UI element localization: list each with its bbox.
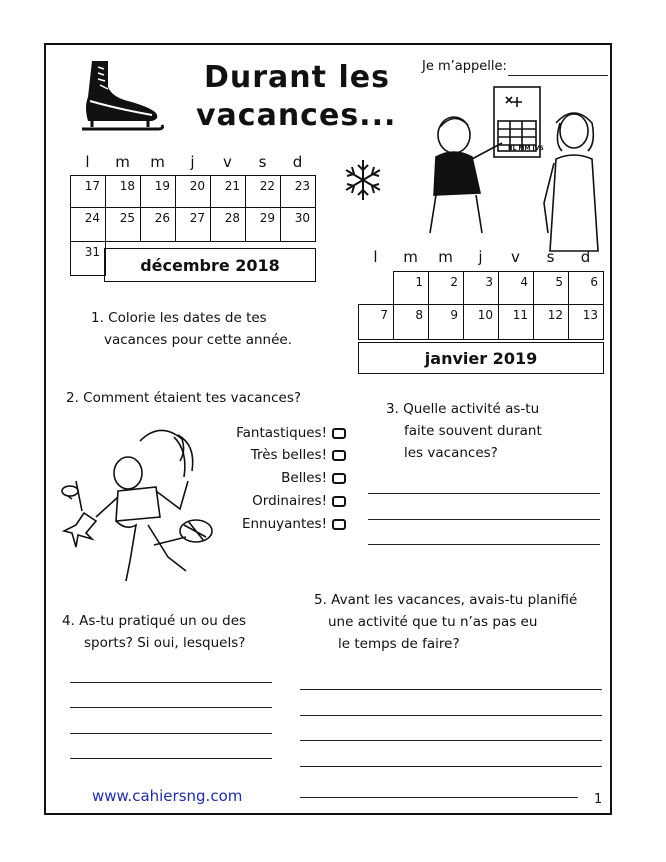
date-cell[interactable]: 23 <box>281 176 316 208</box>
option-label: Belles! <box>281 470 327 486</box>
weekday-label: l <box>85 153 90 171</box>
name-line[interactable] <box>508 75 608 76</box>
ice-skate-icon <box>78 57 168 137</box>
page-number: 1 <box>594 792 603 807</box>
title-line-2: vacances... <box>196 98 397 133</box>
date-cell[interactable]: 2 <box>429 272 464 305</box>
website-link[interactable]: www.cahiersng.com <box>92 787 243 805</box>
weekday-label: d <box>292 153 303 171</box>
question-5-line-3: le temps de faire? <box>338 636 460 652</box>
option-ordinaires[interactable] <box>252 493 346 509</box>
date-cell[interactable]: 11 <box>499 305 534 340</box>
weekday-label: s <box>546 248 555 266</box>
question-2-options <box>196 425 346 540</box>
date-cell[interactable]: 13 <box>569 305 604 340</box>
weekday-label: j <box>478 248 483 266</box>
answer-line[interactable] <box>300 689 602 690</box>
date-cell[interactable]: 10 <box>464 305 499 340</box>
december-weekdays <box>70 153 316 173</box>
question-5-line-2: une activité que tu n’as pas eu <box>328 614 538 630</box>
question-3-line-1: 3. Quelle activité as-tu <box>386 401 540 417</box>
date-cell[interactable]: 31 <box>71 242 106 276</box>
name-label: Je m’appelle: <box>422 59 507 74</box>
date-cell[interactable]: 1 <box>394 272 429 305</box>
answer-line[interactable] <box>70 682 272 683</box>
weekday-label: j <box>190 153 195 171</box>
option-fantastiques[interactable] <box>236 425 346 441</box>
snowflake-icon <box>340 157 386 203</box>
question-4-line-1: 4. As-tu pratiqué un ou des <box>62 613 247 629</box>
option-belles[interactable] <box>281 470 346 486</box>
question-4-line-2: sports? Si oui, lesquels? <box>84 635 246 651</box>
option-tres-belles[interactable] <box>251 447 346 463</box>
question-1-line-2: vacances pour cette année. <box>104 332 292 348</box>
date-cell[interactable]: 22 <box>246 176 281 208</box>
option-label: Ennuyantes! <box>241 516 327 532</box>
question-3-line-2: faite souvent durant <box>404 423 542 439</box>
answer-line[interactable] <box>368 544 600 545</box>
answer-line[interactable] <box>300 766 602 767</box>
question-5-line-1: 5. Avant les vacances, avais-tu planifié <box>314 592 578 608</box>
date-cell[interactable]: 28 <box>211 208 246 242</box>
question-2: 2. Comment étaient tes vacances? <box>66 390 302 406</box>
date-cell[interactable]: 5 <box>534 272 569 305</box>
weekday-label: d <box>580 248 591 266</box>
checkbox[interactable] <box>332 473 346 484</box>
question-1-line-1: 1. Colorie les dates de tes <box>91 310 267 326</box>
worksheet-frame <box>44 43 612 815</box>
option-label: Fantastiques! <box>236 425 327 441</box>
children-illustration <box>406 83 606 253</box>
date-cell[interactable]: 21 <box>211 176 246 208</box>
answer-line[interactable] <box>70 733 272 734</box>
answer-line[interactable] <box>368 519 600 520</box>
date-cell[interactable]: 24 <box>71 208 106 242</box>
date-cell[interactable]: 3 <box>464 272 499 305</box>
date-cell[interactable]: 18 <box>106 176 141 208</box>
option-ennuyantes[interactable] <box>242 516 346 532</box>
date-cell[interactable]: 29 <box>246 208 281 242</box>
title-line-1: Durant les <box>204 60 390 95</box>
weekday-label: m <box>115 153 130 171</box>
date-cell[interactable]: 17 <box>71 176 106 208</box>
option-label: Ordinaires! <box>252 493 327 509</box>
answer-line[interactable] <box>70 758 272 759</box>
date-cell[interactable]: 12 <box>534 305 569 340</box>
answer-line[interactable] <box>300 715 602 716</box>
checkbox[interactable] <box>332 428 346 439</box>
date-cell[interactable]: 9 <box>429 305 464 340</box>
date-cell[interactable]: 26 <box>141 208 176 242</box>
january-weekdays <box>358 248 604 268</box>
checkbox[interactable] <box>332 450 346 461</box>
date-cell[interactable]: 20 <box>176 176 211 208</box>
date-cell[interactable]: 25 <box>106 208 141 242</box>
date-cell[interactable]: 19 <box>141 176 176 208</box>
january-month-label: janvier 2019 <box>358 342 604 374</box>
answer-line[interactable] <box>300 797 578 798</box>
january-grid <box>358 271 604 340</box>
weekday-label: m <box>403 248 418 266</box>
weekday-label: v <box>511 248 520 266</box>
checkbox[interactable] <box>332 519 346 530</box>
date-cell[interactable]: 27 <box>176 208 211 242</box>
date-cell[interactable]: 30 <box>281 208 316 242</box>
answer-line[interactable] <box>70 707 272 708</box>
weekday-label: l <box>373 248 378 266</box>
answer-line[interactable] <box>368 493 600 494</box>
checkbox[interactable] <box>332 496 346 507</box>
answer-line[interactable] <box>300 740 602 741</box>
weekday-label: s <box>258 153 267 171</box>
option-label: Très belles! <box>250 447 327 463</box>
date-cell[interactable]: 8 <box>394 305 429 340</box>
december-month-label: décembre 2018 <box>104 248 316 282</box>
date-cell[interactable]: 7 <box>359 305 394 340</box>
date-cell[interactable]: 4 <box>499 272 534 305</box>
weekday-label: m <box>150 153 165 171</box>
date-cell[interactable]: 6 <box>569 272 604 305</box>
illustration-calendar-header: BL MM JVS <box>508 145 544 152</box>
date-cell <box>359 272 394 305</box>
weekday-label: v <box>223 153 232 171</box>
weekday-label: m <box>438 248 453 266</box>
question-3-line-3: les vacances? <box>404 445 498 461</box>
